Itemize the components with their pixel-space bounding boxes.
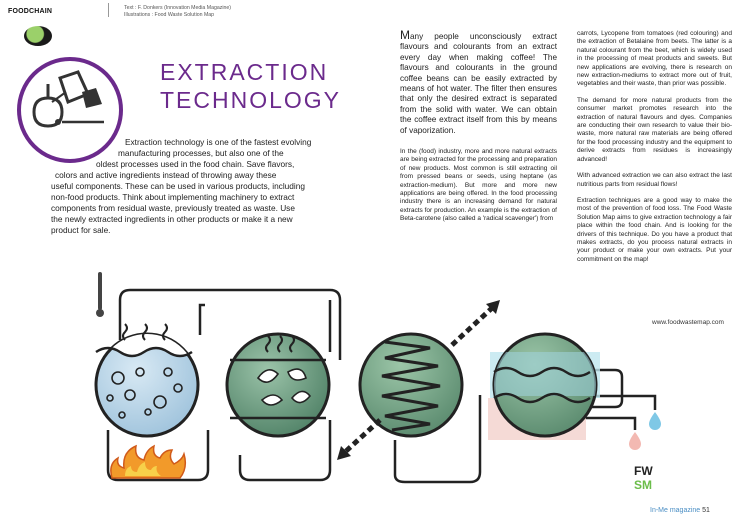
- sphere-condenser: [360, 334, 462, 436]
- intro-line: non-food products. Think about implementing machinery to extract: [51, 192, 295, 202]
- intro-line: manufacturing processes, but also one of the: [118, 148, 284, 158]
- lead-text: any people unconsciously extract flavours and colourants from an extract every day when making coffee! The flavours and colourants in the ground coffee beans can be easily extracted by means of hot water. The filter then ensures that only the desired extract is separated from the solid with water. We can obtain the coffee extract itself from this by means of vaporization.: [400, 32, 557, 135]
- sphere-heating: [96, 324, 200, 436]
- section-tag: FOODCHAIN: [8, 8, 53, 15]
- paragraph: carrots, Lycopene from tomatoes (red colouring) and the extraction of Betalaine from beets. The latter is a natural colourant from the beet, which is widely used in the processing of meat products and sweets. But new applications are evolving, there is research on new extraction-mediums to extract more out of fruit, vegetables and their waste, than prior was possible.: [577, 30, 732, 88]
- paragraph: Extraction techniques are a good way to make the most of the prevention of food loss. The Food Waste Solution Map aims to give extraction technology a fair place within the food chain. And is looking for the drivers of this technique. Do you have a product that makes extracts, do you process natural extracts in your product or make your own extracts. Put your commitment on the map!: [577, 196, 732, 263]
- magazine-name: In-Me magazine: [650, 507, 701, 514]
- website-link[interactable]: www.foodwastemap.com: [652, 319, 724, 326]
- thermometer-icon: [96, 272, 104, 317]
- fwsm-logo: [632, 462, 662, 492]
- intro-line: Extraction technology is one of the fastest evolving: [125, 137, 312, 147]
- intro-line: product for sale.: [51, 225, 111, 235]
- paragraph: In the (food) industry, more and more natural extracts are being extracted for the processing and preparation of new products. Most common is still extracting oil from pressed beans or seeds, using heptane (as extraction-medium). But more and more new applications are being offered. In the food processing industry there is an increasing demand for natural extracts for production. An example is the extraction of Beta-carotene (also called a 'radical scavenger') from: [400, 148, 557, 223]
- flask-logo-icon: [19, 59, 121, 161]
- title-line-2: TECHNOLOGY: [160, 87, 342, 113]
- text-credit: Text : F. Donkers (Innovation Media Magazine): [124, 5, 231, 11]
- intro-line: components from residual waste, previously treated as waste. Use: [51, 203, 295, 213]
- intro-line: oldest processes used in the food chain. Save flavors,: [96, 159, 295, 169]
- flame-icon: [111, 446, 185, 478]
- logo-text-top: FW: [634, 464, 653, 478]
- intro-line: the newly extracted ingredients in other products or make it a new: [51, 214, 293, 224]
- page-footer: [650, 507, 710, 514]
- title-line-1: EXTRACTION: [160, 59, 329, 85]
- page-number: 51: [702, 507, 710, 514]
- sphere-separation: [488, 334, 600, 440]
- intro-line: colors and active ingredients instead of throwing away these: [55, 170, 277, 180]
- drop-cap: M: [400, 28, 410, 42]
- intro-line: useful components. These can be used in various products, including: [51, 181, 305, 191]
- sphere-extraction: [227, 334, 329, 436]
- illustration-credit: Illustrations : Food Waste Solution Map: [124, 12, 215, 18]
- paragraph: The demand for more natural products from the consumer market promotes research into the extraction of natural flavours and dyes. Companies are conducting their own research to value their bio-waste, more natural raw materials are being offered for the food processing industry and the equipment to derive extracts from residues is increasingly advanced!: [577, 96, 732, 163]
- paragraph: With advanced extraction we can also extract the last nutritious parts from residual flows!: [577, 172, 732, 188]
- logo-text-bottom: SM: [634, 478, 652, 492]
